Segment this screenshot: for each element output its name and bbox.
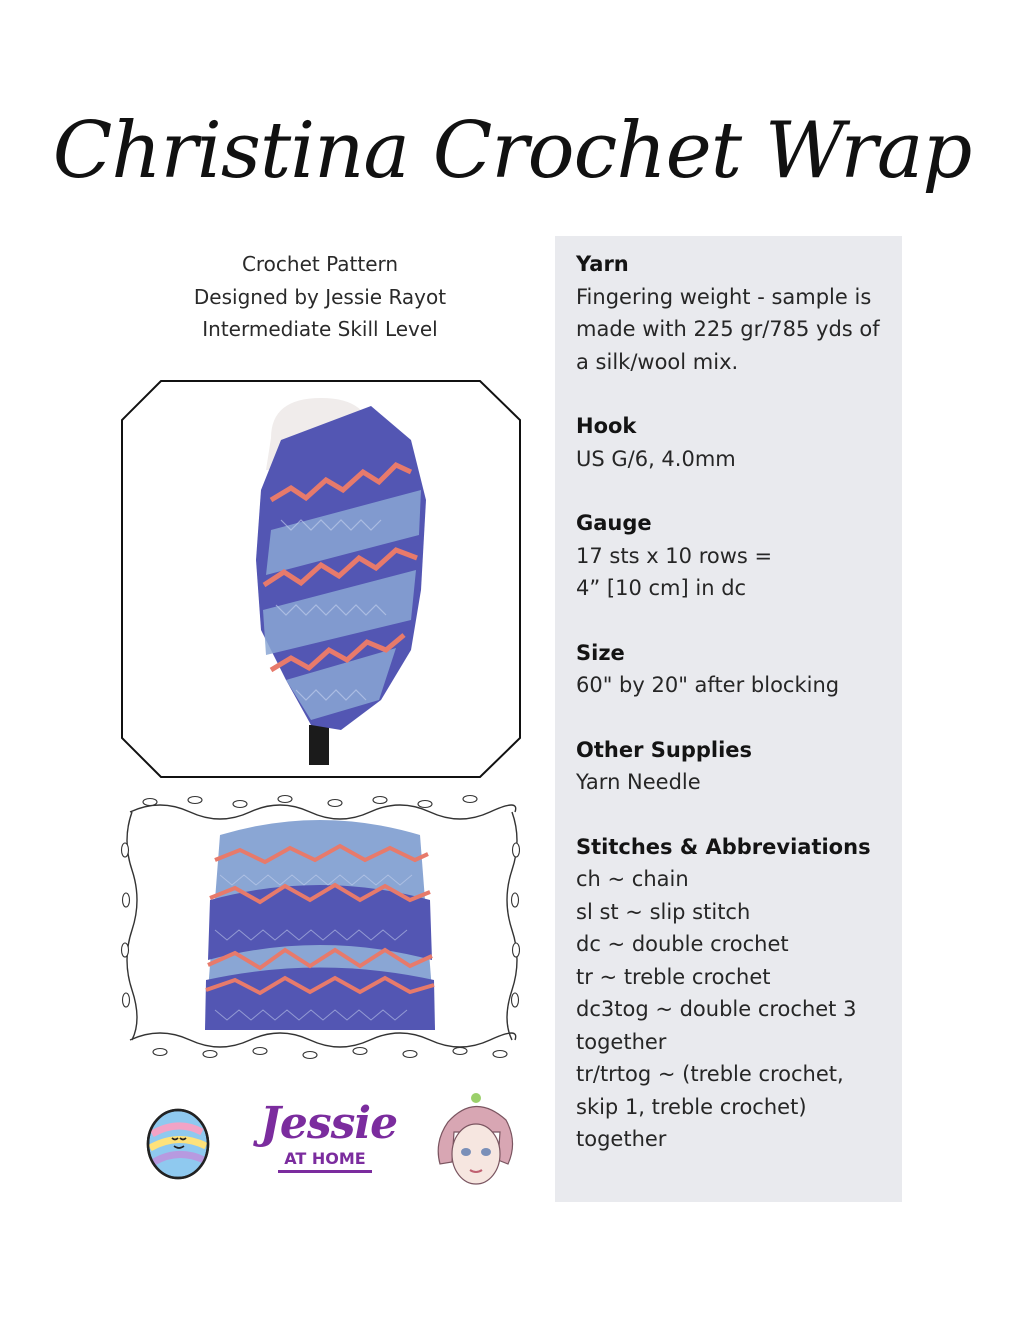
hook-section [576,410,882,475]
page-title: Christina Crochet Wrap [52,106,972,196]
abbreviation-item: dc3tog ~ double crochet 3 together [576,997,857,1054]
gauge-line-2: 4” [10 cm] in dc [576,576,747,600]
wrap-back-photo [120,790,520,1065]
yarn-ball-logo [138,1104,218,1184]
supplies-text: Yarn Needle [576,770,701,794]
abbreviation-item: tr ~ treble crochet [576,964,771,989]
gauge-heading: Gauge [576,511,652,535]
jessie-at-home-logo [260,1098,398,1173]
yarn-text: Fingering weight - sample is made with 225 gr/785 yds of a silk/wool mix. [576,284,880,374]
brand-tagline: AT HOME [278,1148,371,1173]
logos-row [120,1092,530,1202]
intro-pattern-type: Crochet Pattern [241,252,399,276]
designer-avatar [428,1092,523,1197]
size-section [576,637,882,702]
supplies-section [576,734,882,799]
abbreviation-list [576,863,882,1156]
pattern-intro [120,248,520,346]
wrap-mannequin-photo [121,380,521,778]
abbreviation-item: tr/trtog ~ (treble crochet, skip 1, treble crochet) together [576,1062,844,1151]
stitches-section [576,831,882,1156]
size-text: 60" by 20" after blocking [576,673,840,697]
gauge-section [576,507,882,605]
intro-skill-level: Intermediate Skill Level [202,317,438,341]
brand-name: Jessie [260,1098,398,1149]
abbreviation-item: ch ~ chain [576,867,689,891]
stitches-heading: Stitches & Abbreviations [576,834,871,859]
pattern-details-panel [555,236,902,1202]
abbreviation-item: dc ~ double crochet [576,932,789,956]
hook-heading: Hook [576,414,637,438]
size-heading: Size [576,640,625,665]
gauge-line-1: 17 sts x 10 rows = [576,543,773,568]
supplies-heading: Other Supplies [576,737,753,762]
intro-designer: Designed by Jessie Rayot [193,284,447,309]
yarn-section [576,248,882,378]
hook-text: US G/6, 4.0mm [576,446,736,471]
abbreviation-item: sl st ~ slip stitch [576,899,751,924]
yarn-heading: Yarn [576,252,629,276]
